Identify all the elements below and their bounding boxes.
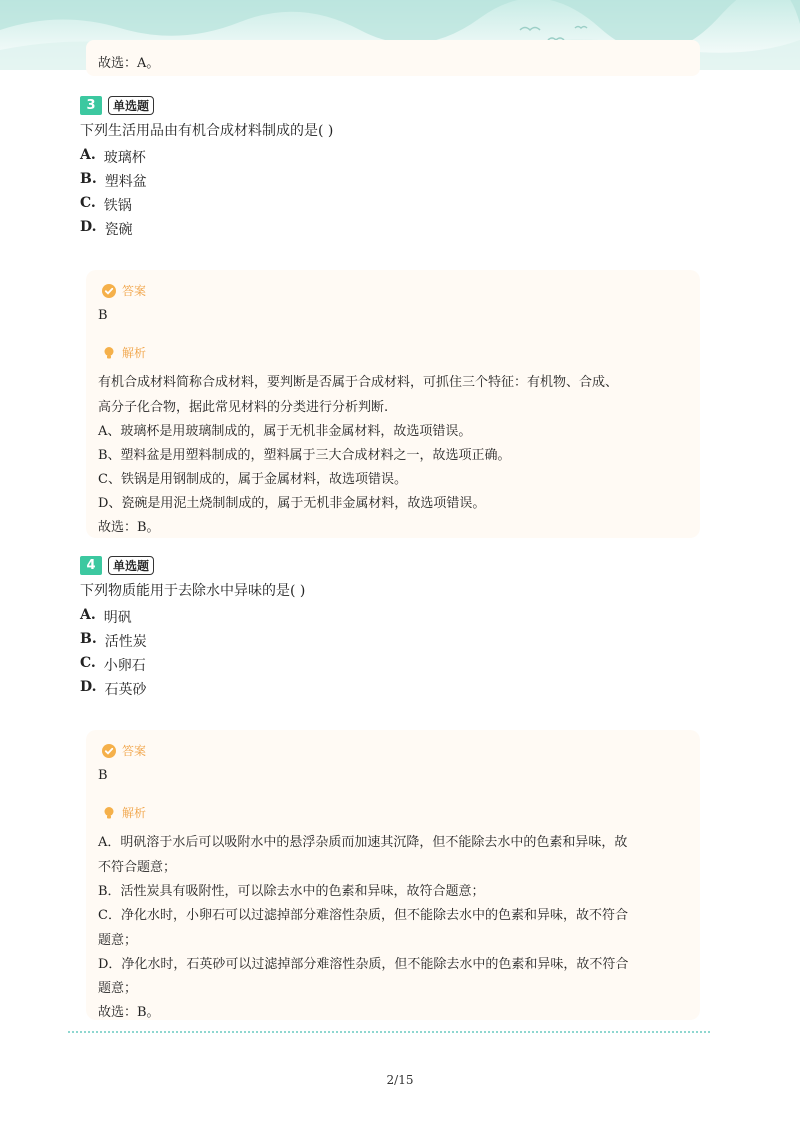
analysis-line: C、铁锅是用钢制成的，属于金属材料，故选项错误。 (98, 472, 407, 487)
analysis-line: B、塑料盆是用塑料制成的，塑料属于三大合成材料之一，故选项正确。 (98, 448, 511, 463)
option-letter: D. (80, 219, 97, 235)
question-stem: 下列生活用品由有机合成材料制成的是( ) (80, 123, 334, 139)
option-text: 塑料盆 (104, 174, 147, 190)
option-text: 玻璃杯 (103, 150, 146, 166)
option-c (80, 655, 146, 675)
check-circle-icon (102, 744, 116, 758)
page-number: 2/15 (386, 1073, 414, 1087)
option-letter: B. (80, 631, 97, 647)
option-text: 瓷碗 (104, 222, 133, 238)
option-letter: A. (80, 607, 96, 623)
option-text: 明矾 (103, 610, 132, 626)
answer-value: B (98, 768, 108, 783)
option-letter: B. (80, 171, 97, 187)
question-number: 3 (80, 96, 102, 115)
analysis-line: 题意； (98, 933, 138, 948)
option-d (80, 679, 147, 699)
option-text: 铁锅 (103, 198, 132, 214)
answer-tag (102, 282, 146, 299)
analysis-line: 故选：B。 (98, 1005, 160, 1020)
analysis-label: 解析 (122, 806, 147, 820)
option-letter: D. (80, 679, 97, 695)
answer-tag (102, 742, 146, 759)
analysis-line: D．净化水时，石英砂可以过滤掉部分难溶性杂质，但不能除去水中的色素和异味，故不符合 (98, 957, 629, 972)
option-a (80, 607, 132, 627)
analysis-line: C．净化水时，小卵石可以过滤掉部分难溶性杂质，但不能除去水中的色素和异味，故不符合 (98, 908, 628, 923)
analysis-line: 有机合成材料简称合成材料，要判断是否属于合成材料，可抓住三个特征：有机物、合成、 (98, 375, 619, 390)
analysis-tag (102, 804, 146, 821)
option-c (80, 195, 132, 215)
option-text: 活性炭 (104, 634, 147, 650)
answer-label: 答案 (122, 284, 147, 298)
question-stem: 下列物质能用于去除水中异味的是( ) (80, 583, 306, 599)
option-b (80, 631, 147, 651)
question-type-badge: 单选题 (108, 96, 154, 115)
check-circle-icon (102, 284, 116, 298)
answer-analysis-box (86, 730, 700, 1020)
option-a (80, 147, 146, 167)
prev-conclusion: 故选：A。 (98, 56, 160, 71)
lightbulb-icon (102, 346, 116, 360)
question-header (80, 96, 154, 115)
analysis-line: 高分子化合物，据此常见材料的分类进行分析判断. (98, 400, 389, 415)
analysis-line: A．明矾溶于水后可以吸附水中的悬浮杂质而加速其沉降，但不能除去水中的色素和异味，故 (98, 835, 628, 850)
option-letter: C. (80, 655, 96, 671)
option-letter: C. (80, 195, 96, 211)
option-d (80, 219, 133, 239)
answer-value: B (98, 308, 108, 323)
prev-analysis-box (86, 40, 700, 76)
option-letter: A. (80, 147, 96, 163)
analysis-line: D、瓷碗是用泥土烧制制成的，属于无机非金属材料，故选项错误。 (98, 496, 486, 511)
analysis-label: 解析 (122, 346, 147, 360)
analysis-line: 题意； (98, 981, 138, 996)
analysis-line: 故选：B。 (98, 520, 160, 535)
analysis-line: 不符合题意； (98, 860, 177, 875)
footer-divider (68, 1031, 710, 1033)
analysis-tag (102, 344, 146, 361)
lightbulb-icon (102, 806, 116, 820)
option-text: 小卵石 (103, 658, 146, 674)
question-header (80, 556, 154, 575)
option-text: 石英砂 (104, 682, 147, 698)
analysis-line: A、玻璃杯是用玻璃制成的，属于无机非金属材料，故选项错误。 (98, 424, 472, 439)
option-b (80, 171, 147, 191)
question-number: 4 (80, 556, 102, 575)
analysis-line: B．活性炭具有吸附性，可以除去水中的色素和异味，故符合题意； (98, 884, 485, 899)
answer-label: 答案 (122, 744, 147, 758)
question-type-badge: 单选题 (108, 556, 154, 575)
